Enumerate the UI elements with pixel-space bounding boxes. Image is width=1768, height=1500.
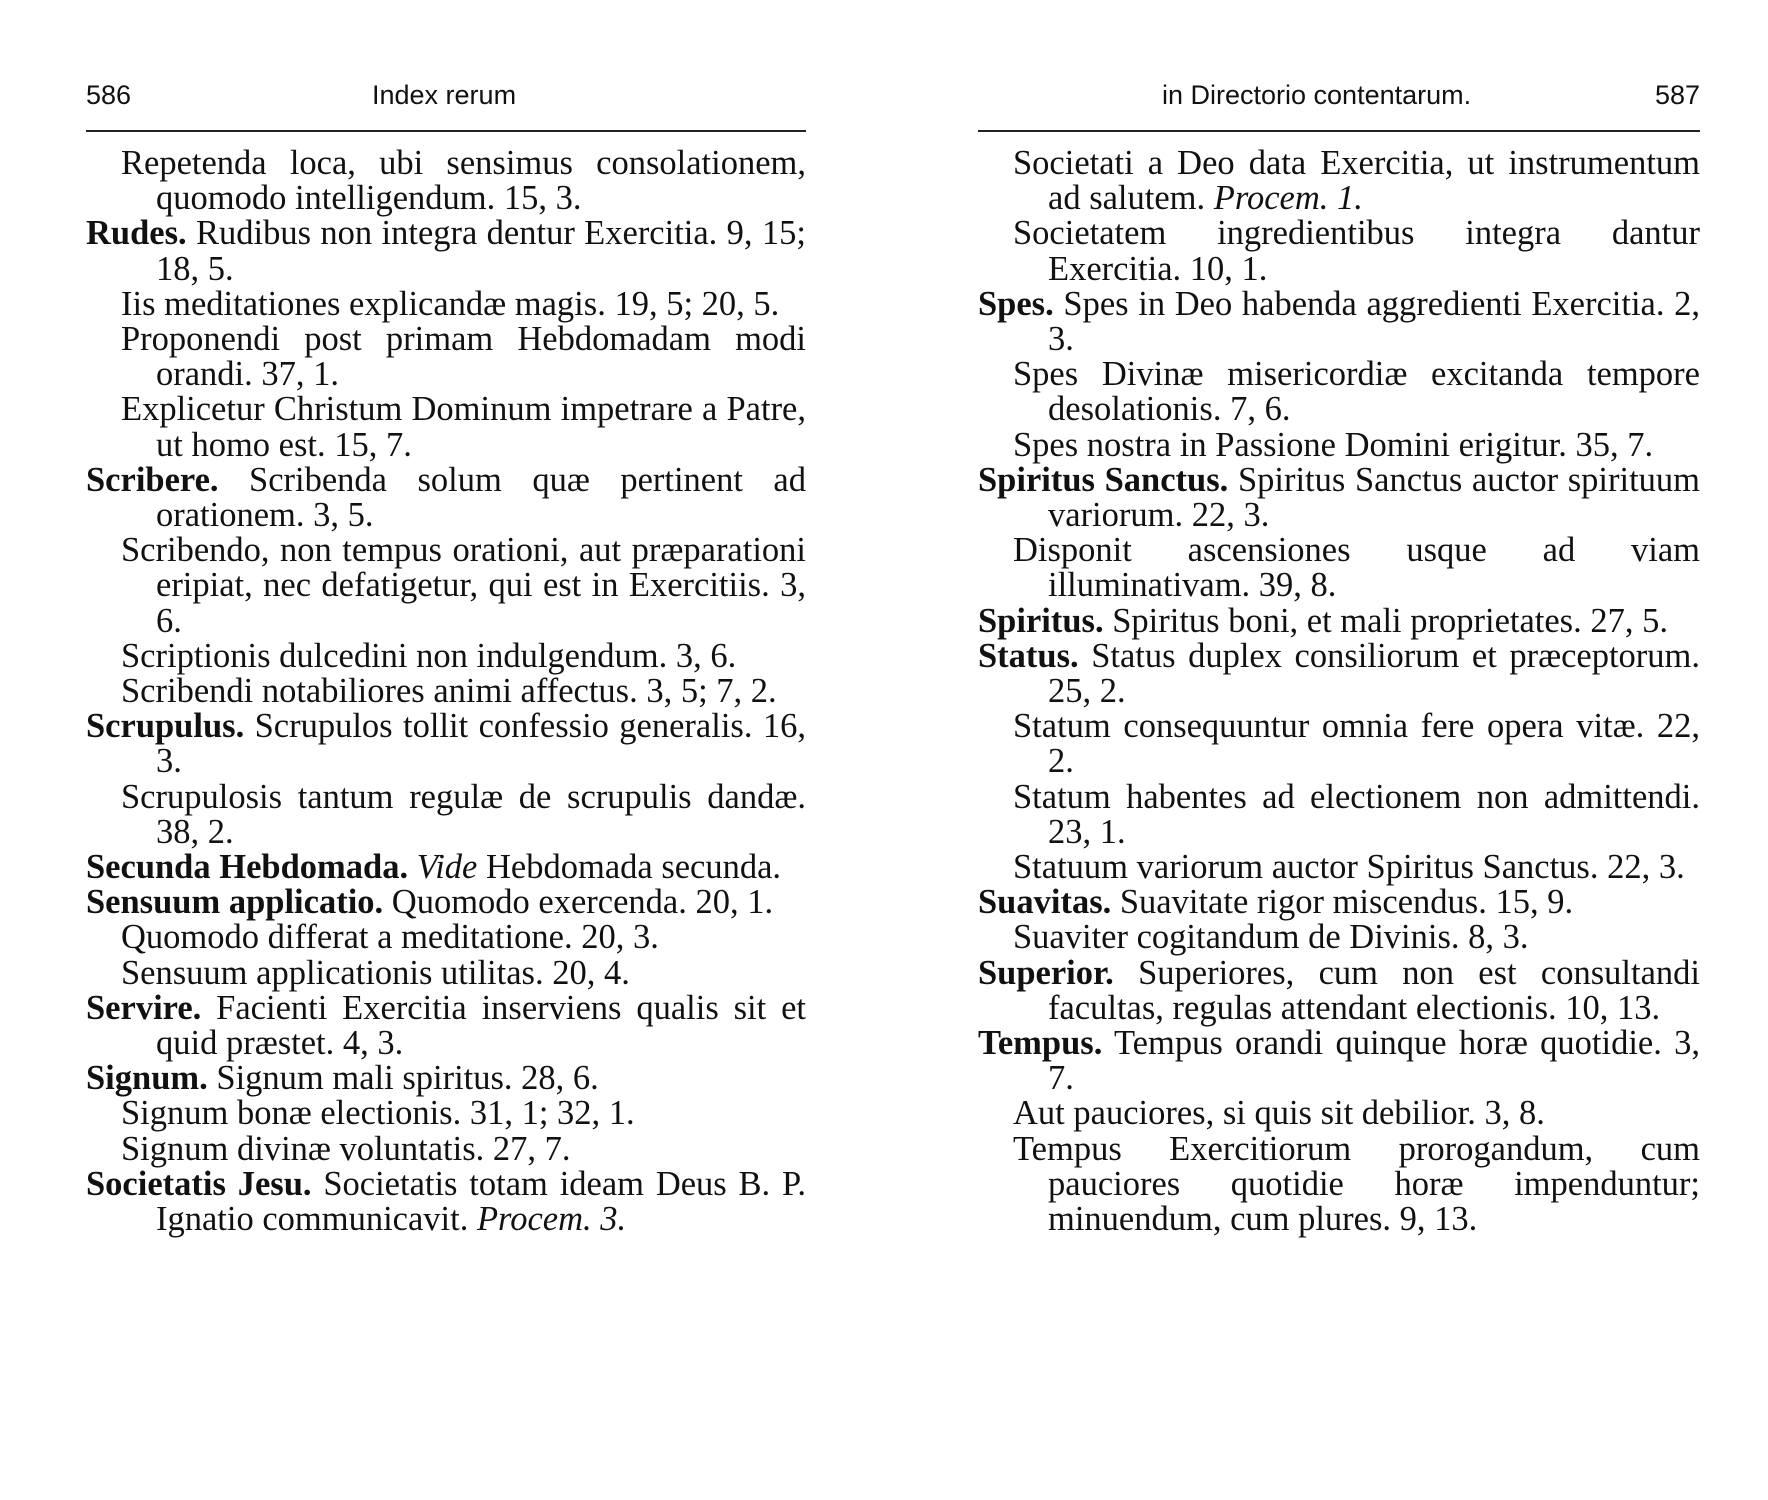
- entry-heading: Sensuum applicatio.: [86, 883, 384, 922]
- entry-text: Suaviter cogitandum de Divinis. 8, 3.: [1013, 918, 1529, 957]
- index-subentry: [978, 146, 1700, 216]
- index-subentry: [978, 920, 1700, 955]
- index-subentry: [86, 322, 806, 392]
- entry-heading: Spes.: [978, 284, 1054, 323]
- index-subentry: [86, 146, 806, 216]
- preface-reference: Procem. 3.: [476, 1200, 627, 1239]
- entry-text: Statum habentes ad electionem non admittendi. 23, 1.: [1013, 777, 1700, 851]
- entry-text: Spes nostra in Passione Domini erigitur. 35, 7.: [1013, 425, 1654, 464]
- entry-text: Societatis totam ideam Deus B. P. Ignatio communicavit.: [156, 1164, 806, 1239]
- entry-text: Quomodo differat a meditatione. 20, 3.: [121, 918, 659, 957]
- index-subentry: [978, 850, 1700, 885]
- index-subentry: [978, 709, 1700, 779]
- entry-text: Spes Divinæ misericordiæ excitanda tempore desolationis. 7, 6.: [1013, 355, 1700, 429]
- index-subentry: [86, 777, 806, 851]
- entry-text: Scrupulos tollit confessio generalis. 16, 3.: [156, 707, 806, 781]
- entry-heading: Societatis Jesu.: [86, 1164, 312, 1203]
- index-subentry: [978, 1129, 1700, 1239]
- entry-text: Superiores, cum non est consultandi facultas, regulas attendant electionis. 10, 13.: [1048, 953, 1700, 1027]
- left-page-header: [86, 80, 806, 116]
- index-entry: [978, 1026, 1700, 1096]
- entry-text: Tempus orandi quinque horæ quotidie. 3, 7.: [1048, 1024, 1700, 1098]
- index-subentry: [86, 1129, 806, 1168]
- entry-text: Societati a Deo data Exercitia, ut instrumentum ad salutem.: [1013, 144, 1700, 218]
- index-subentry: [978, 216, 1700, 286]
- index-subentry: [86, 392, 806, 462]
- entry-heading: Superior.: [978, 953, 1114, 992]
- entry-text: Proponendi post primam Hebdomadam modi orandi. 37, 1.: [121, 320, 806, 394]
- entry-text: Statuum variorum auctor Spiritus Sanctus. 22, 3.: [1013, 848, 1685, 887]
- index-entry: [978, 601, 1700, 640]
- entry-heading: Suavitas.: [978, 883, 1112, 922]
- entry-text: Quomodo exercenda. 20, 1.: [391, 883, 774, 922]
- entry-text: Suavitate rigor miscendus. 15, 9.: [1119, 883, 1574, 922]
- entry-text: Sensuum applicationis utilitas. 20, 4.: [121, 953, 630, 992]
- entry-text: Signum mali spiritus. 28, 6.: [216, 1059, 599, 1098]
- entry-text: Facienti Exercitia inserviens qualis sit et quid præstet. 4, 3.: [156, 988, 807, 1063]
- header-rule: [978, 130, 1700, 132]
- entry-text: Scriptionis dulcedini non indulgendum. 3, 6.: [121, 636, 737, 675]
- entry-text: Spes in Deo habenda aggredienti Exercitia. 2, 3.: [1048, 284, 1701, 359]
- index-entry: [978, 953, 1700, 1027]
- index-entry: [978, 636, 1700, 711]
- entry-text: Tempus Exercitiorum prorogandum, cum pauciores quotidie horæ impenduntur; minuendum, cum plures. 9, 13.: [1013, 1129, 1700, 1239]
- page-number: 587: [1654, 80, 1700, 110]
- index-subentry: [978, 425, 1700, 464]
- index-subentry: [86, 920, 806, 955]
- index-subentry: [86, 636, 806, 675]
- preface-reference: Procem. 1.: [1213, 179, 1363, 218]
- index-entry: [86, 216, 806, 286]
- index-entry: [86, 988, 807, 1063]
- right-page-header: [978, 80, 1700, 116]
- entry-text: Spiritus boni, et mali proprietates. 27, 5.: [1112, 601, 1668, 640]
- index-subentry: [978, 533, 1700, 603]
- entry-heading: Spiritus Sanctus.: [978, 460, 1229, 499]
- entry-text: Scrupulosis tantum regulæ de scrupulis dandæ. 38, 2.: [121, 777, 806, 851]
- entry-text: Explicetur Christum Dominum impetrare a Patre, ut homo est. 15, 7.: [121, 390, 806, 464]
- index-entry: [978, 460, 1701, 535]
- page-number: 586: [86, 80, 132, 110]
- entry-text: Status duplex consiliorum et præceptorum. 25, 2.: [1048, 636, 1700, 711]
- index-entry: [86, 850, 806, 885]
- running-head: Index rerum: [372, 80, 517, 110]
- entry-heading: Signum.: [86, 1059, 208, 1098]
- entry-text: Rudibus non integra dentur Exercitia. 9, 15; 18, 5.: [156, 214, 806, 288]
- entry-heading: Scribere.: [86, 460, 219, 499]
- entry-text: Signum bonæ electionis. 31, 1; 32, 1.: [121, 1094, 635, 1133]
- entry-text: Signum divinæ voluntatis. 27, 7.: [121, 1129, 571, 1168]
- index-entry: [86, 1061, 806, 1096]
- index-entry: [978, 885, 1700, 920]
- entry-text: Scribendi notabiliores animi affectus. 3, 5; 7, 2.: [121, 672, 777, 711]
- index-subentry: [86, 533, 806, 639]
- index-subentry: [978, 777, 1700, 851]
- entry-heading: Rudes.: [86, 214, 187, 253]
- entry-heading: Secunda Hebdomada.: [86, 848, 409, 887]
- entry-text: Aut pauciores, si quis sit debilior. 3, 8.: [1013, 1094, 1545, 1133]
- index-subentry: [86, 953, 806, 992]
- entry-heading: Scrupulus.: [86, 707, 245, 746]
- running-head: in Directorio contentarum.: [1162, 80, 1472, 110]
- entry-text: Scribenda solum quæ pertinent ad orationem. 3, 5.: [156, 460, 806, 535]
- entry-text: Hebdomada secunda.: [486, 848, 782, 887]
- index-entry: [86, 1164, 806, 1239]
- entry-text: Spiritus Sanctus auctor spirituum variorum. 22, 3.: [1048, 460, 1701, 535]
- entry-text: Iis meditationes explicandæ magis. 19, 5; 20, 5.: [121, 284, 780, 323]
- header-rule: [86, 130, 806, 132]
- entry-heading: Servire.: [86, 988, 202, 1027]
- index-subentry: [978, 357, 1700, 427]
- index-subentry: [86, 284, 806, 323]
- cross-reference: Vide: [416, 848, 478, 887]
- entry-text: Scribendo, non tempus orationi, aut præparationi eripiat, nec defatigetur, qui est in Exercitiis. 3, 6.: [121, 531, 806, 640]
- entry-heading: Tempus.: [978, 1024, 1103, 1063]
- index-subentry: [86, 1096, 806, 1131]
- entry-text: Disponit ascensiones usque ad viam illuminativam. 39, 8.: [1013, 531, 1700, 605]
- entry-heading: Spiritus.: [978, 601, 1104, 640]
- entry-heading: Status.: [978, 636, 1079, 675]
- index-entry: [86, 709, 806, 779]
- index-column: [978, 146, 1700, 1237]
- index-subentry: [978, 1096, 1700, 1131]
- entry-text: Statum consequuntur omnia fere opera vitæ. 22, 2.: [1013, 707, 1700, 781]
- index-subentry: [86, 674, 806, 709]
- index-column: [86, 146, 806, 1237]
- index-entry: [978, 284, 1701, 359]
- index-entry: [86, 460, 806, 535]
- entry-text: Societatem ingredientibus integra dantur Exercitia. 10, 1.: [1013, 214, 1700, 288]
- entry-text: Repetenda loca, ubi sensimus consolationem, quomodo intelligendum. 15, 3.: [121, 144, 806, 218]
- index-entry: [86, 885, 806, 920]
